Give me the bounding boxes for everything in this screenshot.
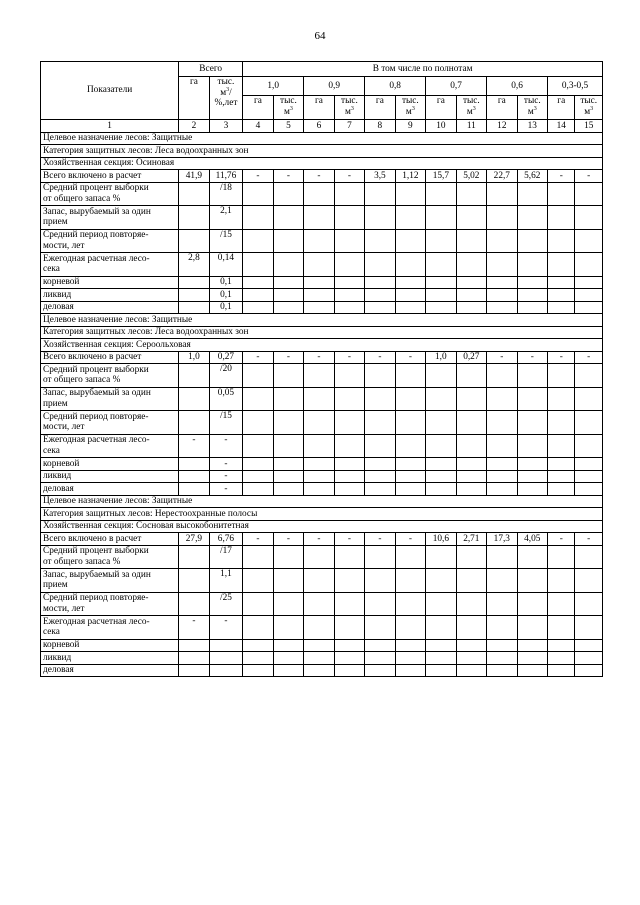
period-row: Средний период повторяе- мости, лет /25	[41, 592, 603, 616]
total-value: 41,9	[179, 170, 209, 183]
total-value: 11,76	[209, 170, 243, 183]
total-value: -	[334, 351, 364, 364]
category-label: Категория защитных лесов: Леса водоохранных зон	[41, 145, 603, 158]
business-row: деловая -	[41, 483, 603, 496]
stock-row: Запас, вырубаемый за один прием 0,05	[41, 387, 603, 411]
root-row: корневой 0,1	[41, 276, 603, 289]
header-sub-ha: га	[243, 96, 273, 120]
header-sub-ha: га	[304, 96, 334, 120]
total-value: 5,62	[517, 170, 547, 183]
business-row: деловая	[41, 664, 603, 677]
header-sub-thous: тыс. $м^3$	[273, 96, 303, 120]
header-sub-ha: га	[426, 96, 456, 120]
pct-row: Средний процент выборки от общего запаса % /20	[41, 364, 603, 388]
total-value: -	[304, 533, 334, 546]
purpose-label: Целевое назначение лесов: Защитные	[41, 495, 603, 508]
root-row: корневой -	[41, 458, 603, 471]
total-value: 27,9	[179, 533, 209, 546]
stock-row: Запас, вырубаемый за один прием 1,1	[41, 569, 603, 593]
total-value: -	[334, 533, 364, 546]
liquid-row: ликвид 0,1	[41, 289, 603, 302]
total-value: 0,27	[456, 351, 486, 364]
cutting-area-table	[40, 61, 603, 677]
annual-row: Ежегодная расчетная лесо- сека - -	[41, 616, 603, 640]
header-density-1: 1,0	[243, 77, 304, 96]
total-value: -	[575, 533, 603, 546]
pct-row: Средний процент выборки от общего запаса % /18	[41, 182, 603, 206]
total-value: -	[243, 351, 273, 364]
section-label: Хозяйственная секция: Сероольховая	[41, 339, 603, 352]
header-density-3: 0,8	[365, 77, 426, 96]
total-value: 3,5	[365, 170, 395, 183]
total-value: -	[304, 170, 334, 183]
total-value: 6,76	[209, 533, 243, 546]
section-label: Хозяйственная секция: Сосновая высокобонитетная	[41, 520, 603, 533]
category-label: Категория защитных лесов: Нерестоохранные полосы	[41, 508, 603, 521]
header-density-6: 0,3-0,5	[548, 77, 603, 96]
total-value: -	[395, 351, 425, 364]
total-value: 0,27	[209, 351, 243, 364]
total-value: -	[575, 170, 603, 183]
total-value: -	[334, 170, 364, 183]
total-value: 1,0	[426, 351, 456, 364]
total-value: -	[304, 351, 334, 364]
header-ha: га	[179, 77, 209, 120]
total-value: -	[243, 170, 273, 183]
annual-row: Ежегодная расчетная лесо- сека 2,8 0,14	[41, 253, 603, 277]
total-value: 10,6	[426, 533, 456, 546]
total-value: -	[243, 533, 273, 546]
total-value: -	[273, 170, 303, 183]
category-label: Категория защитных лесов: Леса водоохранных зон	[41, 326, 603, 339]
total-value: -	[395, 533, 425, 546]
period-row: Средний период повторяе- мости, лет /15	[41, 411, 603, 435]
period-row: Средний период повторяе- мости, лет /15	[41, 229, 603, 253]
total-row: Всего включено в расчет 1,0 0,27 - - - - - - 1,0 0,27 - - - -	[41, 351, 603, 364]
total-value: -	[548, 351, 575, 364]
total-value: 5,02	[456, 170, 486, 183]
total-value: 2,71	[456, 533, 486, 546]
total-value: -	[487, 351, 517, 364]
total-value: 22,7	[487, 170, 517, 183]
total-value: -	[575, 351, 603, 364]
purpose-label: Целевое назначение лесов: Защитные	[41, 132, 603, 145]
liquid-row: ликвид -	[41, 470, 603, 483]
header-total: Всего	[179, 62, 243, 77]
total-value: -	[517, 351, 547, 364]
header-sub-thous: тыс. $м^3$	[575, 96, 603, 120]
total-value: -	[273, 351, 303, 364]
total-value: -	[548, 533, 575, 546]
total-value: 4,05	[517, 533, 547, 546]
header-sub-thous: тыс. $м^3$	[395, 96, 425, 120]
header-sub-ha: га	[548, 96, 575, 120]
pct-row: Средний процент выборки от общего запаса % /17	[41, 545, 603, 569]
column-number-row: 1 2 3 4 5 6 7 8 9 10 11 12 13 14 15	[41, 120, 603, 133]
header-indicators: Показатели	[41, 62, 179, 120]
header-by-density: В том числе по полнотам	[243, 62, 603, 77]
total-value: -	[365, 351, 395, 364]
annual-row: Ежегодная расчетная лесо- сека - -	[41, 434, 603, 458]
header-sub-ha: га	[365, 96, 395, 120]
header-density-2: 0,9	[304, 77, 365, 96]
header-sub-thous: тыс. $м^3$	[456, 96, 486, 120]
total-value: -	[273, 533, 303, 546]
root-row: корневой	[41, 639, 603, 652]
total-value: -	[365, 533, 395, 546]
total-value: 1,12	[395, 170, 425, 183]
header-sub-thous: тыс. $м^3$	[517, 96, 547, 120]
header-density-5: 0,6	[487, 77, 548, 96]
header-density-4: 0,7	[426, 77, 487, 96]
total-value: -	[548, 170, 575, 183]
page-number: 64	[314, 30, 326, 42]
purpose-label: Целевое назначение лесов: Защитные	[41, 314, 603, 327]
sections-body	[41, 132, 603, 677]
total-row: Всего включено в расчет 41,9 11,76 - - - - 3,5 1,12 15,7 5,02 22,7 5,62 - -	[41, 170, 603, 183]
section-label: Хозяйственная секция: Осиновая	[41, 157, 603, 170]
total-value: 1,0	[179, 351, 209, 364]
stock-row: Запас, вырубаемый за один прием 2,1	[41, 206, 603, 230]
header-sub-ha: га	[487, 96, 517, 120]
business-row: деловая 0,1	[41, 301, 603, 314]
header-sub-thous: тыс. $м^3$	[334, 96, 364, 120]
total-row: Всего включено в расчет 27,9 6,76 - - - - - - 10,6 2,71 17,3 4,05 - -	[41, 533, 603, 546]
total-value: 17,3	[487, 533, 517, 546]
total-value: 15,7	[426, 170, 456, 183]
header-thous-total: тыс. $м^3/$ %,лет	[209, 77, 243, 120]
liquid-row: ликвид	[41, 652, 603, 665]
